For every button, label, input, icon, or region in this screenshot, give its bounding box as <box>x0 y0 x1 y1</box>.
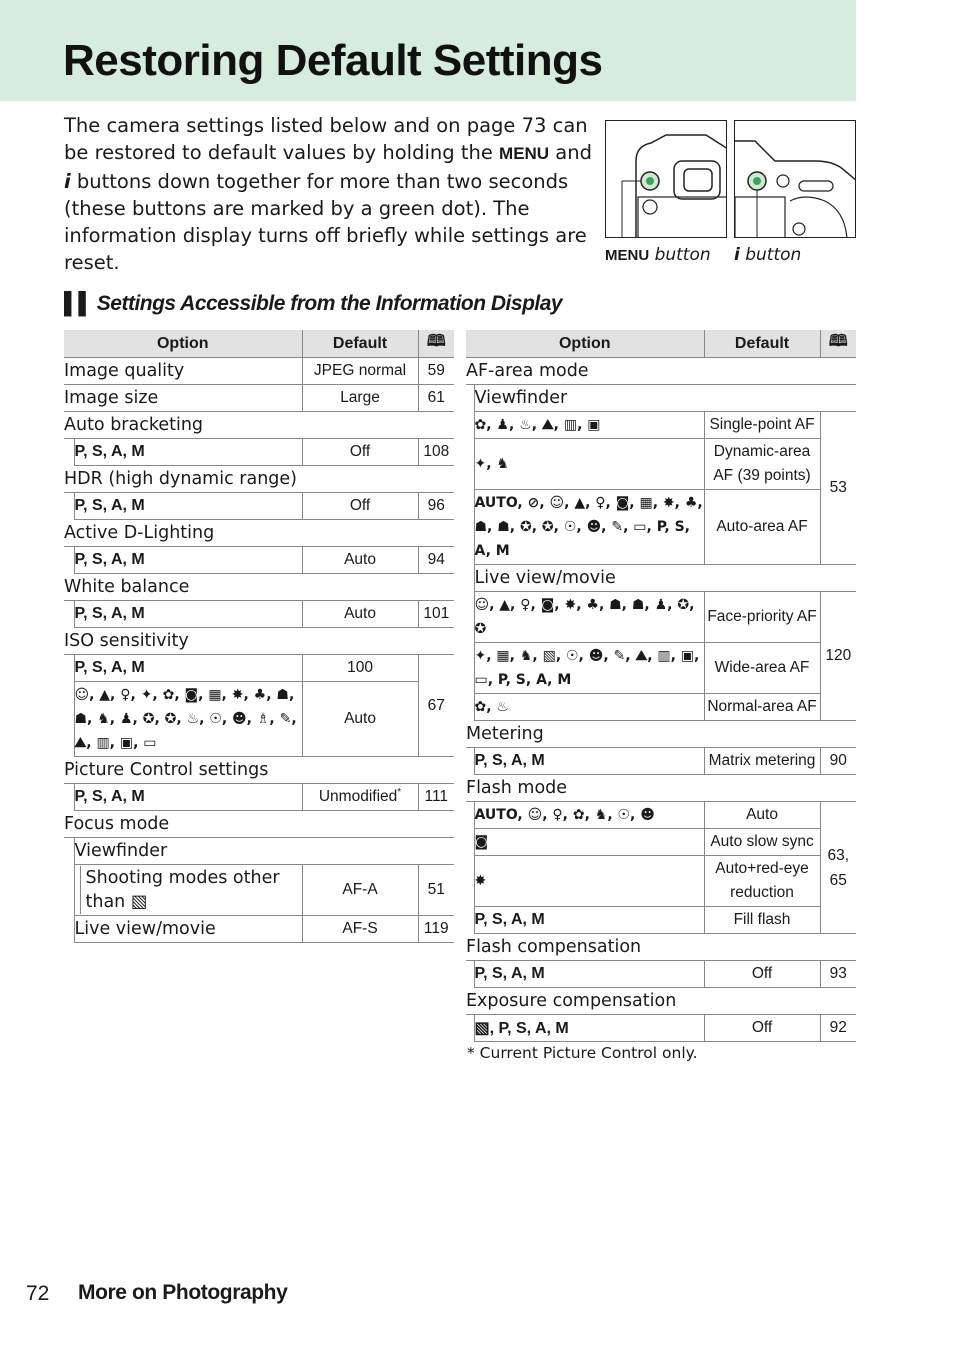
table-row <box>64 682 454 757</box>
option-label: Flash compensation <box>466 934 856 961</box>
table-group-row <box>466 358 856 385</box>
table-row <box>64 601 454 628</box>
table-header-row <box>64 330 454 358</box>
default-value: Off <box>704 1015 820 1042</box>
table-group-row <box>64 838 454 865</box>
table-row <box>64 655 454 682</box>
option-label: White balance <box>64 574 454 601</box>
page-ref: 108 <box>418 439 454 466</box>
table-row <box>64 493 454 520</box>
table-row <box>466 961 856 988</box>
table-row <box>64 784 454 811</box>
table-row <box>466 802 856 829</box>
mode-list: P, S, A, M <box>474 748 704 775</box>
scene-mode-icons: ☺, ▲, ♀, ✦, ✿, ◙, ▦, ✸, ♣, ☗, ☗, ♞, ♟, ✪, ✪, ♨, ☉, ☻, ♗, ✎, ⛰, ▥, ▣, ▭ <box>74 682 302 757</box>
page-ref: 111 <box>418 784 454 811</box>
default-value: Auto <box>302 601 418 628</box>
intro-paragraph <box>64 112 594 277</box>
default-value: Wide-area AF <box>704 643 820 694</box>
mode-description: Shooting modes other than ▧ <box>80 866 302 914</box>
page-ref: 51 <box>418 865 454 916</box>
mode-list: P, S, A, M <box>74 439 302 466</box>
default-value: Auto <box>302 682 418 757</box>
footnote: * Current Picture Control only. <box>467 1044 698 1062</box>
option-label: Focus mode <box>64 811 454 838</box>
page-number: 72 <box>26 1282 50 1305</box>
page-ref: 61 <box>418 385 454 412</box>
table-group-row <box>466 934 856 961</box>
menu-caption-text: button <box>649 245 711 265</box>
scene-mode-icons: ✸ <box>474 856 704 907</box>
header-option: Option <box>466 330 704 358</box>
header-default: Default <box>704 330 820 358</box>
page-ref: 93 <box>820 961 856 988</box>
sub-label: Viewfinder <box>74 838 454 865</box>
table-row <box>64 439 454 466</box>
table-row <box>64 547 454 574</box>
header-default: Default <box>302 330 418 358</box>
section-heading-text: Settings Accessible from the Information Display <box>96 292 563 315</box>
table-group-row <box>466 721 856 748</box>
scene-mode-icons: ☺, ▲, ♀, ◙, ✸, ♣, ☗, ☗, ♟, ✪, ✪ <box>474 592 704 643</box>
table-row <box>466 592 856 643</box>
default-value: Large <box>302 385 418 412</box>
intro-text-3: buttons down together for more than two seconds (these buttons are marked by a green dot). The information display turns off briefly while settings are reset. <box>64 169 587 275</box>
table-row <box>466 829 856 856</box>
default-value: Off <box>704 961 820 988</box>
mode-list: P, S, A, M <box>474 961 704 988</box>
intro-text-1: The camera settings listed below and on page 73 can be restored to default values by holding the <box>64 114 588 165</box>
scene-mode-icons: AUTO, ☺, ♀, ✿, ♞, ☉, ☻ <box>474 802 704 829</box>
table-row <box>466 412 856 439</box>
section-heading <box>64 292 562 316</box>
default-value: Single-point AF <box>704 412 820 439</box>
menu-word: MENU <box>499 144 550 164</box>
scene-mode-icons: ✦, ♞ <box>474 439 704 490</box>
default-value: Dynamic-area AF (39 points) <box>704 439 820 490</box>
table-row <box>466 907 856 934</box>
page-ref: 92 <box>820 1015 856 1042</box>
table-row <box>64 865 454 916</box>
table-group-row <box>466 385 856 412</box>
table-row <box>466 1015 856 1042</box>
table-row <box>64 385 454 412</box>
option-label: HDR (high dynamic range) <box>64 466 454 493</box>
page-title: Restoring Default Settings <box>63 36 603 85</box>
page-ref: 90 <box>820 748 856 775</box>
option-label: Active D-Lighting <box>64 520 454 547</box>
page-ref: 63, 65 <box>820 802 856 934</box>
table-row <box>64 358 454 385</box>
option-label: Exposure compensation <box>466 988 856 1015</box>
option-label: Picture Control settings <box>64 757 454 784</box>
page-ref: 94 <box>418 547 454 574</box>
scene-mode-icons: ✿, ♟, ♨, ⛰, ▥, ▣ <box>474 412 704 439</box>
table-row <box>466 748 856 775</box>
mode-list: P, S, A, M <box>74 784 302 811</box>
default-value <box>302 784 418 811</box>
sub-label: Live view/movie <box>474 565 856 592</box>
table-group-row <box>64 574 454 601</box>
book-icon: 🕮 <box>418 330 454 358</box>
table-row <box>64 916 454 943</box>
table-group-row <box>64 757 454 784</box>
mode-list: ▧, P, S, A, M <box>474 1015 704 1042</box>
option-label: Image size <box>64 385 302 412</box>
menu-button-caption <box>605 245 711 265</box>
page-ref: 101 <box>418 601 454 628</box>
table-row <box>466 439 856 490</box>
mode-list: P, S, A, M <box>74 547 302 574</box>
page-ref: 53 <box>820 412 856 565</box>
option-label: Image quality <box>64 358 302 385</box>
i-caption-key: i <box>734 245 740 265</box>
menu-caption-key: MENU <box>605 247 650 264</box>
table-group-row <box>64 466 454 493</box>
page-ref: 119 <box>418 916 454 943</box>
default-value: Off <box>302 439 418 466</box>
table-group-row <box>466 988 856 1015</box>
book-icon: 🕮 <box>820 330 856 358</box>
default-value: Face-priority AF <box>704 592 820 643</box>
default-value: Auto <box>704 802 820 829</box>
table-group-row <box>64 811 454 838</box>
default-value: Fill flash <box>704 907 820 934</box>
scene-mode-icons: AUTO, ⊘, ☺, ▲, ♀, ◙, ▦, ✸, ♣, ☗, ☗, ✪, ✪, ☉, ☻, ✎, ▭, P, S, A, M <box>474 490 704 565</box>
footer-section-title: More on Photography <box>78 1281 288 1304</box>
default-value: Auto-area AF <box>704 490 820 565</box>
default-value: Auto <box>302 547 418 574</box>
camera-back-right-icon <box>735 121 856 238</box>
page-ref: 120 <box>820 592 856 721</box>
table-group-row <box>466 565 856 592</box>
mode-list: P, S, A, M <box>74 655 302 682</box>
table-row <box>466 643 856 694</box>
default-value: Normal-area AF <box>704 694 820 721</box>
sub-label: Viewfinder <box>474 385 856 412</box>
table-group-row <box>466 775 856 802</box>
page-ref: 59 <box>418 358 454 385</box>
intro-text-2: and <box>549 141 592 165</box>
mode-list: P, S, A, M <box>74 601 302 628</box>
i-button-caption <box>734 245 801 265</box>
footnote-asterisk: * <box>397 787 402 799</box>
option-label: ISO sensitivity <box>64 628 454 655</box>
settings-table-left <box>64 330 454 943</box>
settings-table-right <box>466 330 856 1042</box>
i-button-illustration <box>734 120 856 238</box>
i-caption-text: button <box>739 245 802 265</box>
header-option: Option <box>64 330 302 358</box>
i-word: i <box>64 169 71 193</box>
table-group-row <box>64 520 454 547</box>
mode-list: P, S, A, M <box>74 493 302 520</box>
default-value: AF-S <box>302 916 418 943</box>
option-label: AF-area mode <box>466 358 856 385</box>
default-value: 100 <box>302 655 418 682</box>
table-row <box>466 490 856 565</box>
scene-mode-icons: ◙ <box>474 829 704 856</box>
scene-mode-icons: ✦, ▦, ♞, ▧, ☉, ☻, ✎, ⛰, ▥, ▣, ▭, P, S, A, M <box>474 643 704 694</box>
default-value: JPEG normal <box>302 358 418 385</box>
table-group-row <box>64 412 454 439</box>
option-label: Auto bracketing <box>64 412 454 439</box>
menu-button-illustration <box>605 120 727 238</box>
scene-mode-icons: ✿, ♨ <box>474 694 704 721</box>
default-text: Unmodified <box>318 788 398 806</box>
default-value: Off <box>302 493 418 520</box>
table-header-row <box>466 330 856 358</box>
table-group-row <box>64 628 454 655</box>
page-ref: 96 <box>418 493 454 520</box>
default-value: AF-A <box>302 865 418 916</box>
page-ref: 67 <box>418 655 454 757</box>
option-label: Metering <box>466 721 856 748</box>
default-value: Auto+red-eye reduction <box>704 856 820 907</box>
mode-list: P, S, A, M <box>474 907 704 934</box>
table-row <box>466 856 856 907</box>
section-marker-icon: ▌▌ <box>64 292 93 315</box>
option-label: Flash mode <box>466 775 856 802</box>
table-row <box>466 694 856 721</box>
sub-label: Live view/movie <box>74 916 302 943</box>
camera-back-left-icon <box>606 121 727 238</box>
default-value: Matrix metering <box>704 748 820 775</box>
default-value: Auto slow sync <box>704 829 820 856</box>
